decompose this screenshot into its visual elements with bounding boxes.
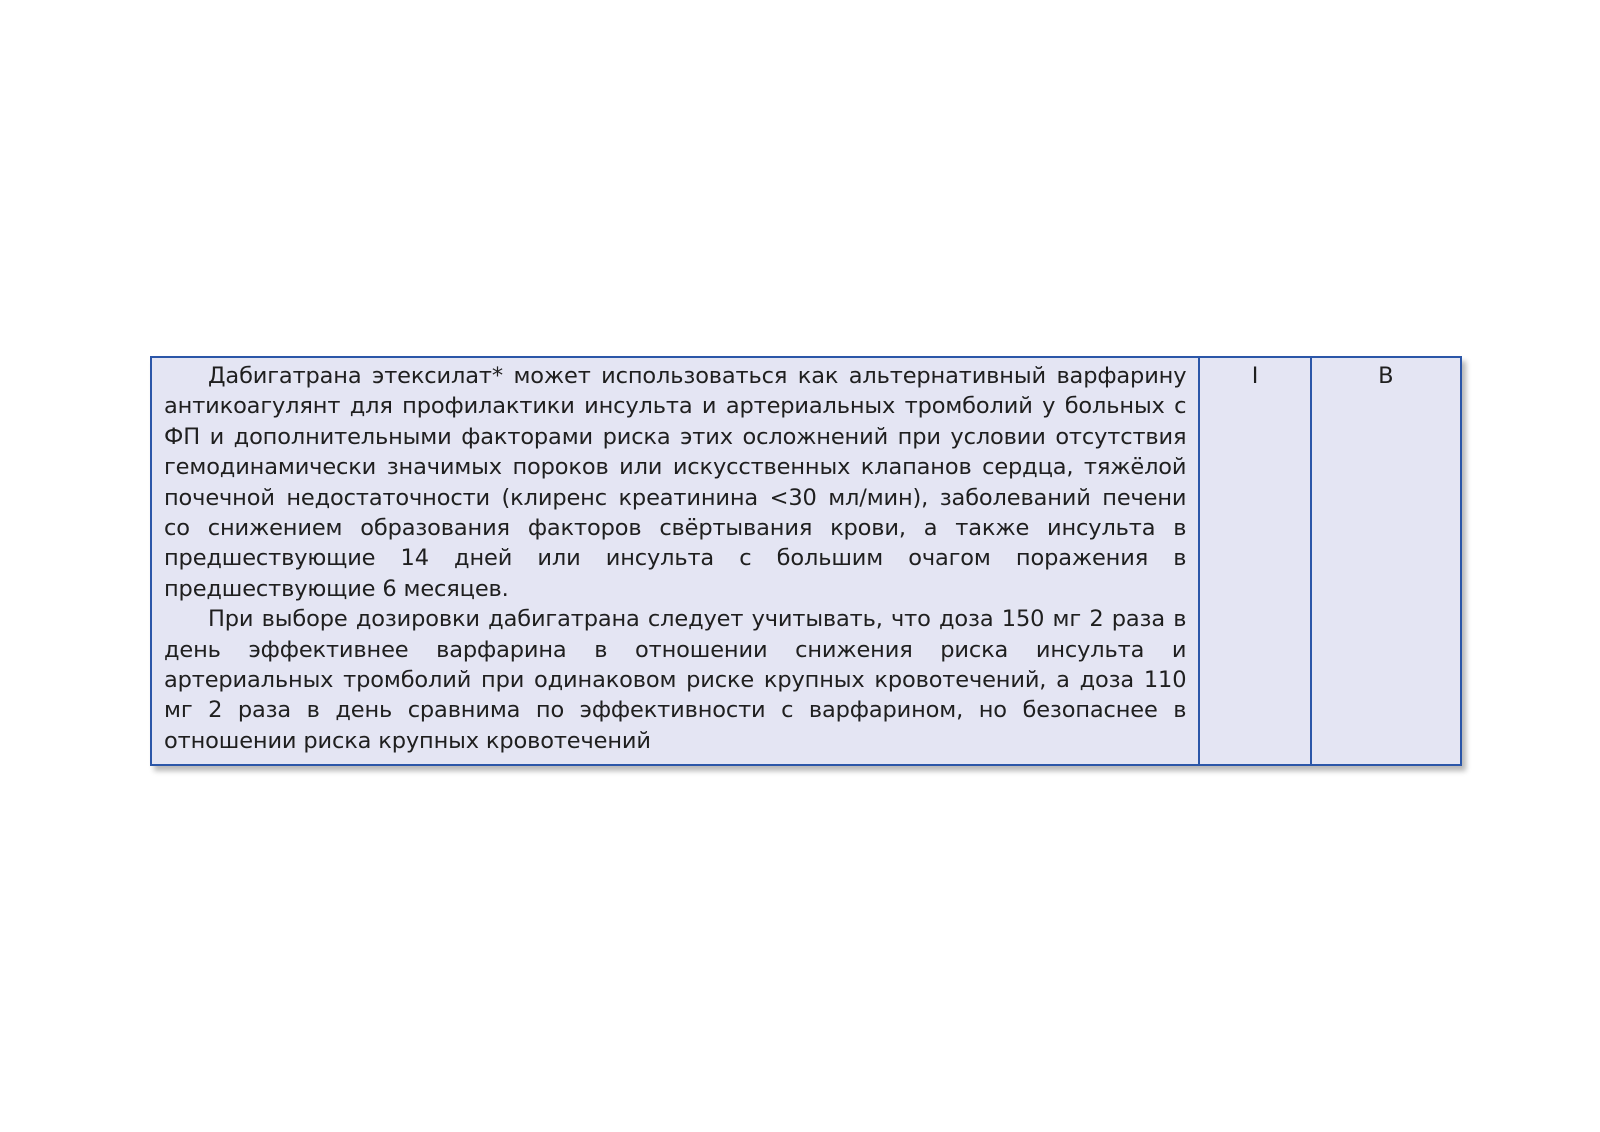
recommendation-class: I	[1199, 357, 1310, 765]
recommendation-text-cell	[151, 357, 1199, 765]
evidence-level: B	[1311, 357, 1461, 765]
recommendation-paragraph: Дабигатрана этексилат* может использоваться как альтернативный варфарину антикоагулянт для профилактики инсульта и артериальных тромболий у больных с ФП и дополнительными факторами риска этих осложнений при условии отсутствия гемодинамически значимых пороков или искусственных клапанов сердца, тяжёлой почечной недостаточности (клиренс креатинина <30 мл/мин), заболеваний печени со снижением образования факторов свёртывания крови, а также инсульта в предшествующие 14 дней или инсульта с большим очагом поражения в предшествующие 6 месяцев.	[164, 363, 1187, 602]
recommendation-paragraph: При выборе дозировки дабигатрана следует учитывать, что доза 150 мг 2 раза в день эффективнее варфарина в отношении снижения риска инсульта и артериальных тромболий при одинаковом риске крупных кровотечений, а доза 110 мг 2 раза в день сравнима по эффективности с варфарином, но безопаснее в отношении риска крупных кровотечений	[164, 606, 1187, 754]
table-row	[151, 357, 1461, 765]
recommendation-table	[150, 356, 1462, 766]
